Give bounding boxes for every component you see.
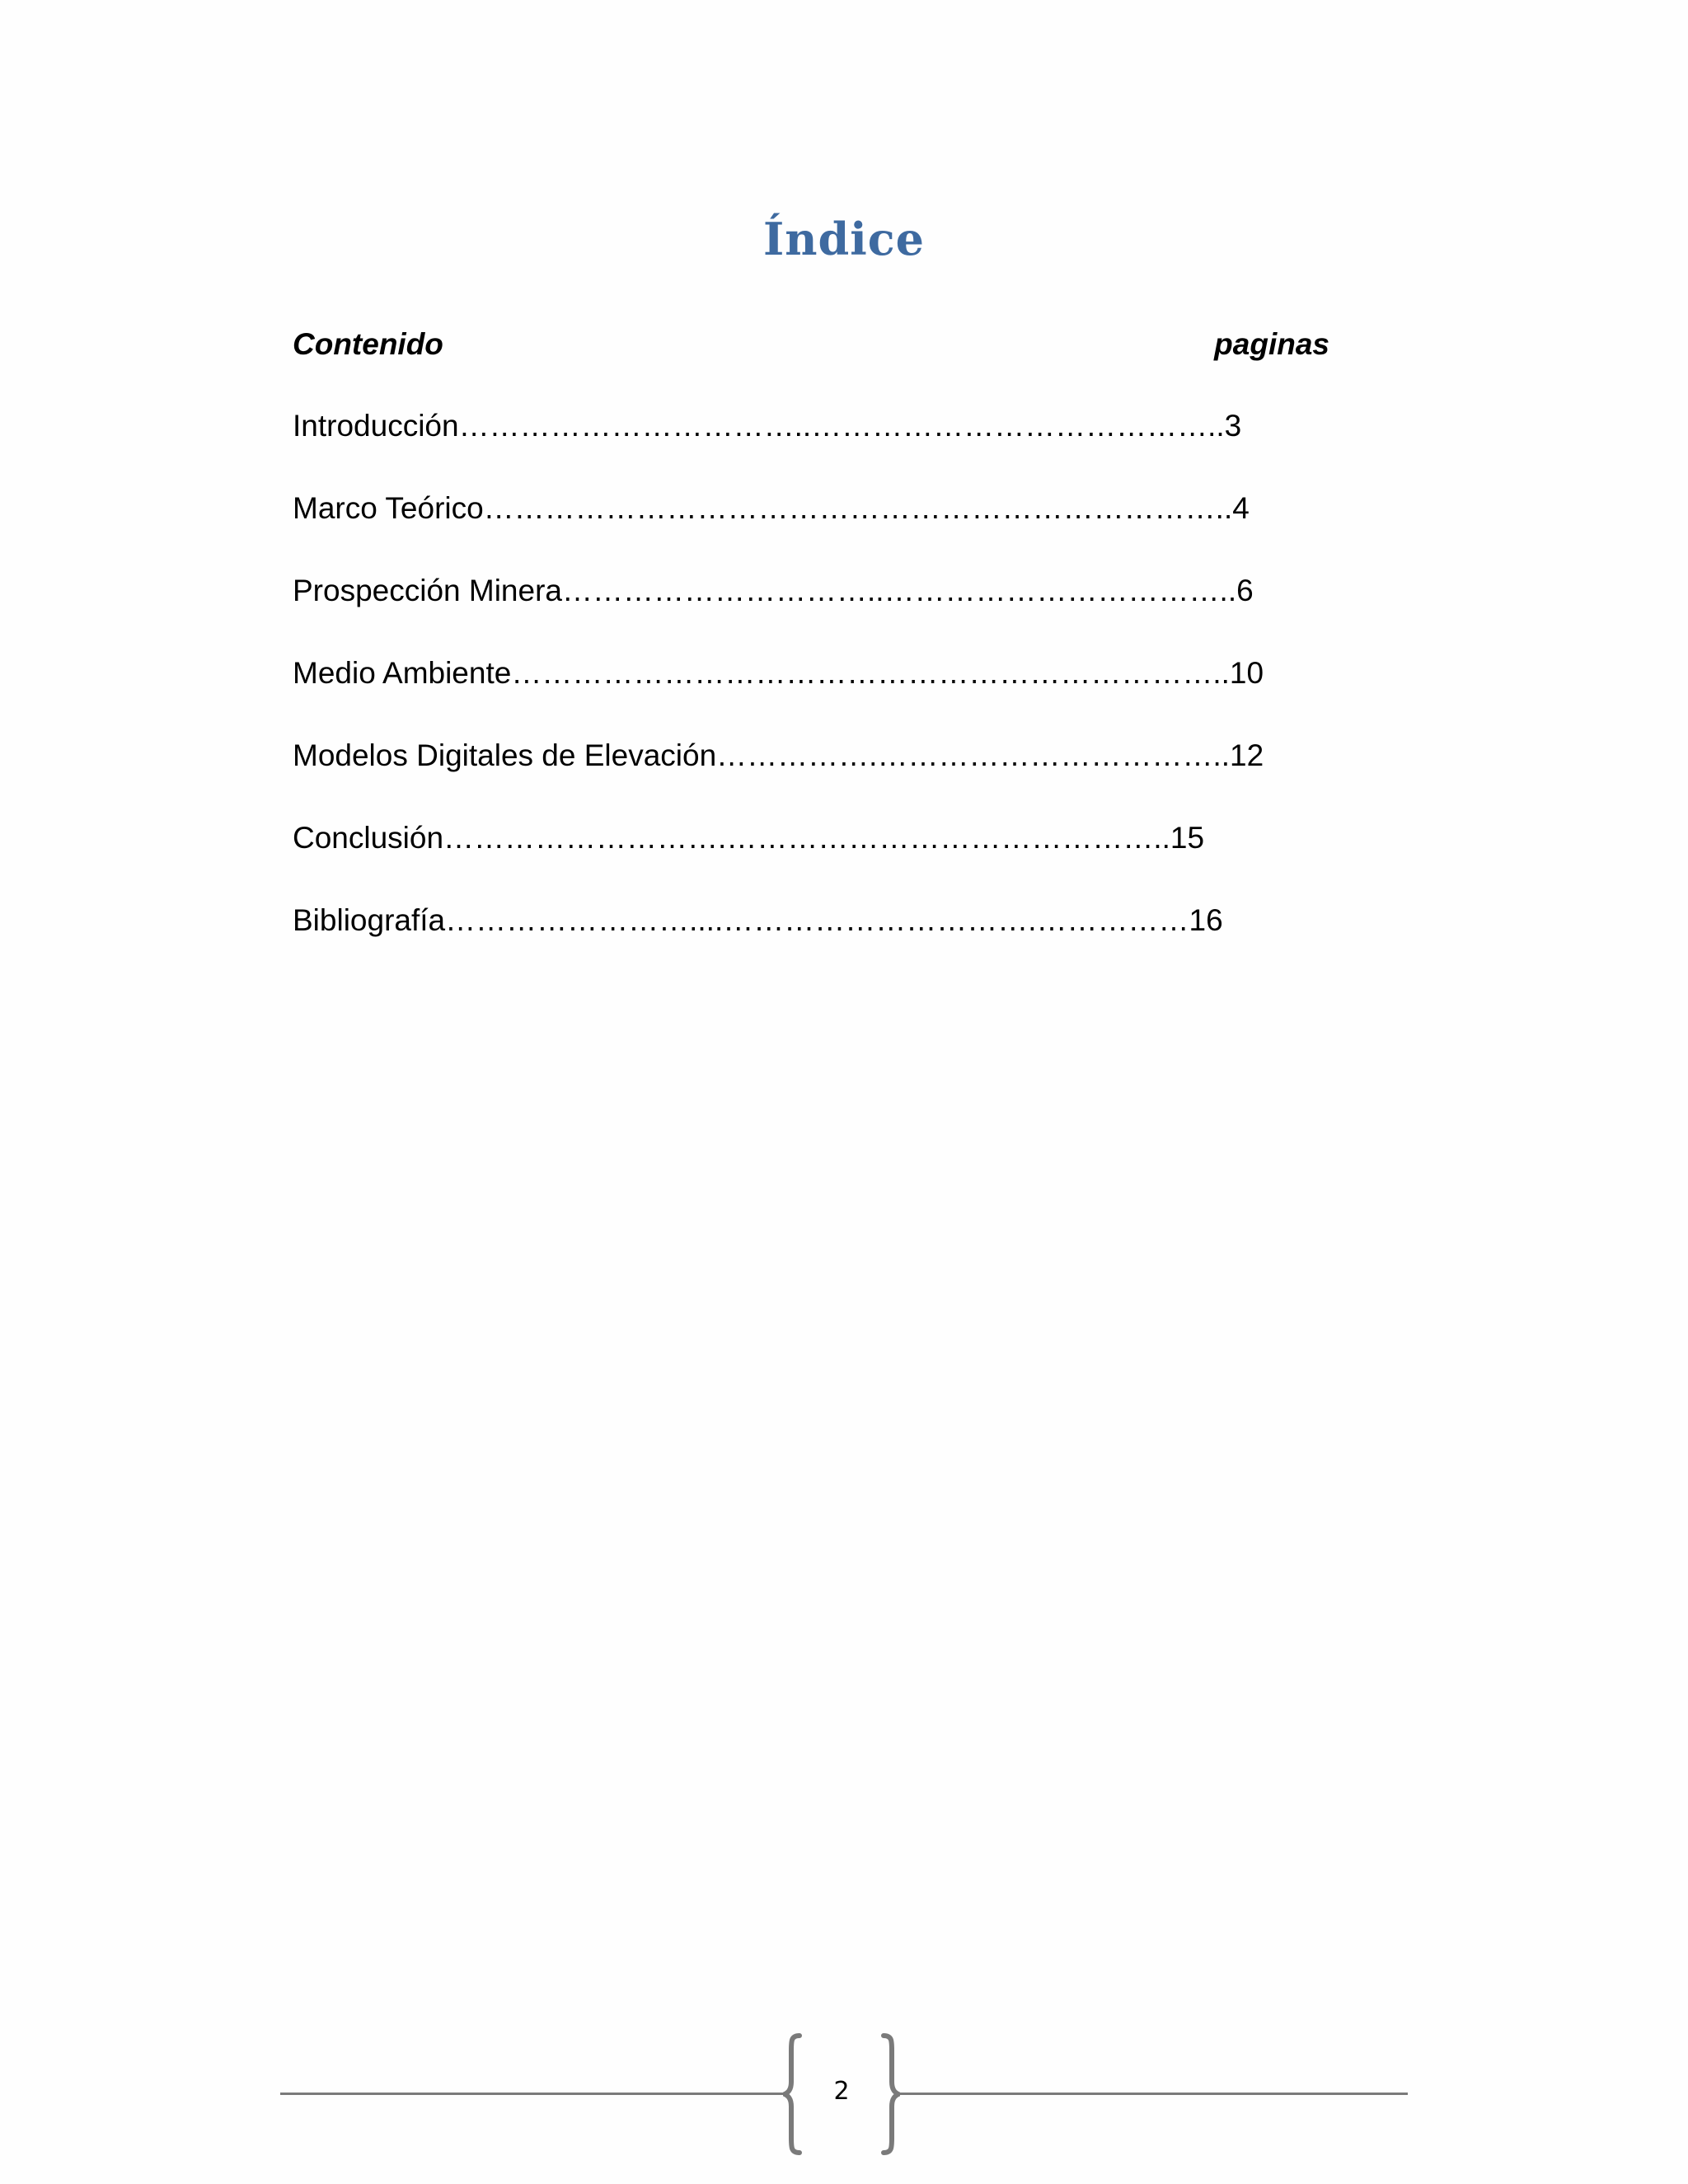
footer-rule-right	[898, 2093, 1408, 2095]
toc-entry-medio-ambiente: Medio Ambiente……………………………………………………………..10	[293, 656, 1264, 690]
footer-rule-left	[280, 2093, 787, 2095]
toc-entry-introduccion: Introducción……………………………..…………………………………..3	[293, 409, 1242, 443]
page-number: 2	[833, 2077, 850, 2106]
right-brace-icon	[880, 2032, 900, 2156]
left-brace-icon	[783, 2032, 803, 2156]
toc-header	[293, 327, 1329, 365]
toc-entry-prospeccion-minera: Prospección Minera…………………………..……………………………..6	[293, 574, 1254, 607]
toc-entry-modelos-digitales: Modelos Digitales de Elevación…………….……………………………..12	[293, 738, 1264, 772]
table-of-contents	[293, 407, 1264, 984]
toc-entry-bibliografia: Bibliografía……………………....………………………….……………16	[293, 903, 1223, 937]
toc-entry-conclusion: Conclusión……………………….……………………………………..15	[293, 821, 1205, 855]
toc-header-pages-label: paginas	[1214, 327, 1329, 361]
toc-entry-marco-teorico: Marco Teórico………………………………………………………………..4	[293, 491, 1250, 525]
toc-header-contents-label: Contenido	[293, 327, 443, 361]
page-title: Índice	[762, 213, 926, 266]
